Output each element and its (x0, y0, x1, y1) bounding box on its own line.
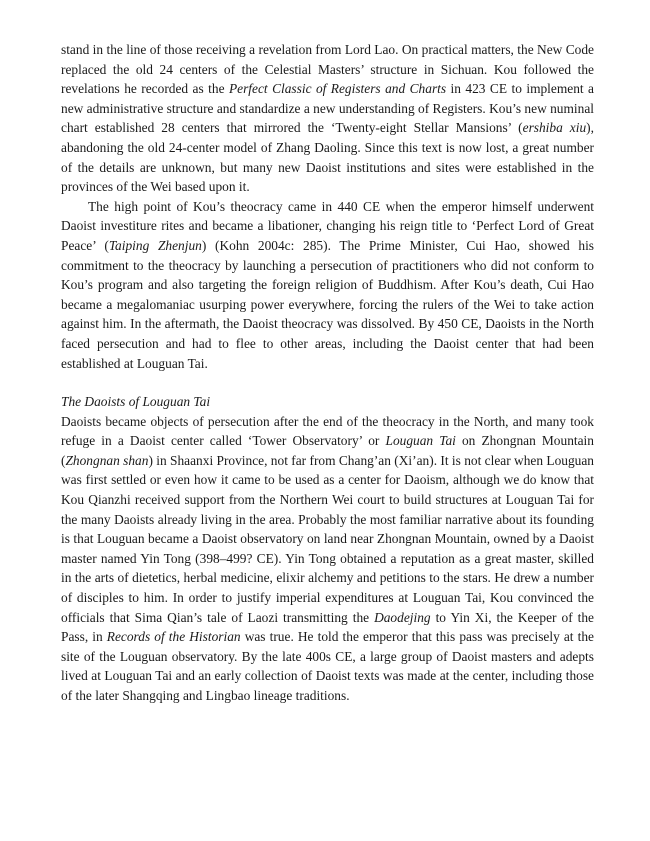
text-run: was true. He told the emperor that this pass was precisely at the site of the Louguan observatory. By the late 400s CE, a large group of Daoist masters and adepts lived at Louguan Tai and an early collection of Daoist texts was made at the center, including those of the later Shangqing and Lingbao lineage traditions. (61, 629, 594, 703)
text-run: ) in Shaanxi Province, not far from Chang’an (Xi’an). It is not clear when Louguan was first settled or even how it came to be used as a center for Daoism, although we do know that Kou Qianzhi received support from the Northern Wei court to build structures at Louguan Tai for the many Daoists already living in the area. Probably the most familiar narrative about its founding is that Louguan became a Daoist observatory on land near Zhongnan Mountain, owned by a Daoist master named Yin Tong (398–499? CE). Yin Tong obtained a reputation as a great master, skilled in the arts of dietetics, herbal medicine, elixir alchemy and petitions to the stars. He drew a number of disciples to him. In order to justify imperial expenditures at Louguan Tai, Kou convinced the officials that Sima Qian’s tale of Laozi transmitting the (61, 452, 594, 625)
text-run: Daoists became objects of persecution after the end of the theocracy in the North, and many took refuge in a Daoist center called ‘Tower Observatory’ or (61, 413, 594, 449)
term: Zhongnan shan (65, 452, 149, 468)
text-run: on Zhongnan Mountain ( (61, 433, 594, 468)
text-run: ) (Kohn 2004c: 285). The Prime Minister, Cui Hao, showed his commitment to the theocracy by launching a persecution of practitioners who did not conform to Kou’s program and also targeting the foreign religion of Buddhism. After Kou’s death, Cui Hao became a megalomaniac usurping power everywhere, forcing the rulers of the Wei to take action against him. In the aftermath, the Daoist theocracy was dissolved. By 450 CE, Daoists in the North faced persecution and had to flee to other areas, including the Daoist center that had been established at Louguan Tai. (61, 237, 594, 371)
term: Taiping Zhenjun (108, 237, 202, 253)
text-run: in 423 CE to implement a new administrative structure and standardize a new understanding of Registers. Kou’s new numinal chart established 28 centers that mirrored the ‘Twenty-eight Stellar Mansions’ ( (61, 81, 595, 136)
text-run: ), abandoning the old 24-center model of Zhang Daoling. Since this text is now lost, a great number of the details are unknown, but many new Daoist institutions and sites were established in the provinces of the Wei based upon it. (61, 120, 594, 195)
paragraph-2 (61, 197, 594, 373)
term: Louguan Tai (385, 433, 456, 449)
book-title: Records of the Historian (106, 629, 241, 645)
paragraph-1 (61, 40, 594, 197)
section-gap (61, 373, 594, 392)
text-run: stand in the line of those receiving a revelation from Lord Lao. On practical matters, the New Code replaced the old 24 centers of the Celestial Masters’ structure in Sichuan. Kou followed the revelations he recorded as the (61, 42, 594, 97)
term: ershiba xiu (522, 120, 587, 136)
paragraph-3 (61, 412, 594, 706)
section-heading: The Daoists of Louguan Tai (61, 394, 211, 410)
text-run: to Yin Xi, the Keeper of the Pass, in (61, 609, 594, 645)
text-run: The high point of Kou’s theocracy came in 440 CE when the emperor himself underwent Daoist investiture rites and became a libationer, changing his reign title to ‘Perfect Lord of Great Peace’ ( (61, 198, 594, 253)
book-title: Daodejing (374, 609, 431, 625)
book-title: Perfect Classic of Registers and Charts (228, 81, 447, 97)
